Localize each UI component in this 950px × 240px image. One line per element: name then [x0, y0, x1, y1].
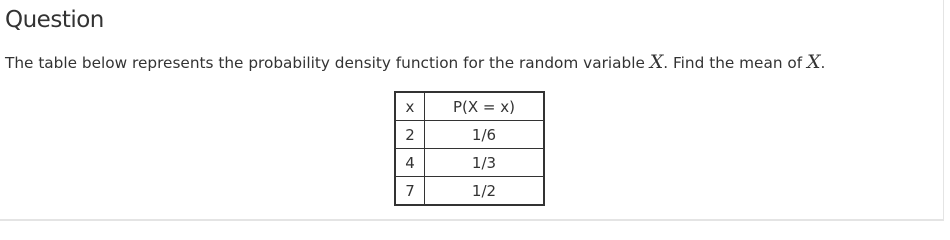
table-row: [395, 149, 544, 177]
prompt-text-part-2: . Find the mean of: [663, 54, 808, 72]
prompt-text-part-3: .: [820, 54, 826, 72]
prompt-text-part-1: The table below represents the probability density function for the random variable: [5, 54, 650, 72]
cell-x-value: 2: [395, 121, 425, 149]
cell-probability: 1/3: [425, 149, 545, 177]
table-row: [395, 121, 544, 149]
cell-probability: 1/6: [425, 121, 545, 149]
table-header-row: [395, 92, 544, 121]
header-probability: P(X = x): [425, 92, 545, 121]
cell-probability: 1/2: [425, 177, 545, 206]
random-variable-x: X: [807, 51, 821, 73]
cell-x-value: 7: [395, 177, 425, 206]
random-variable-x: X: [649, 51, 664, 73]
probability-table: [394, 91, 545, 206]
table-row: [395, 177, 544, 206]
question-prompt: [5, 49, 825, 76]
header-x: x: [395, 92, 425, 121]
question-heading: Question: [5, 7, 104, 33]
section-divider: [0, 220, 944, 221]
cell-x-value: 4: [395, 149, 425, 177]
